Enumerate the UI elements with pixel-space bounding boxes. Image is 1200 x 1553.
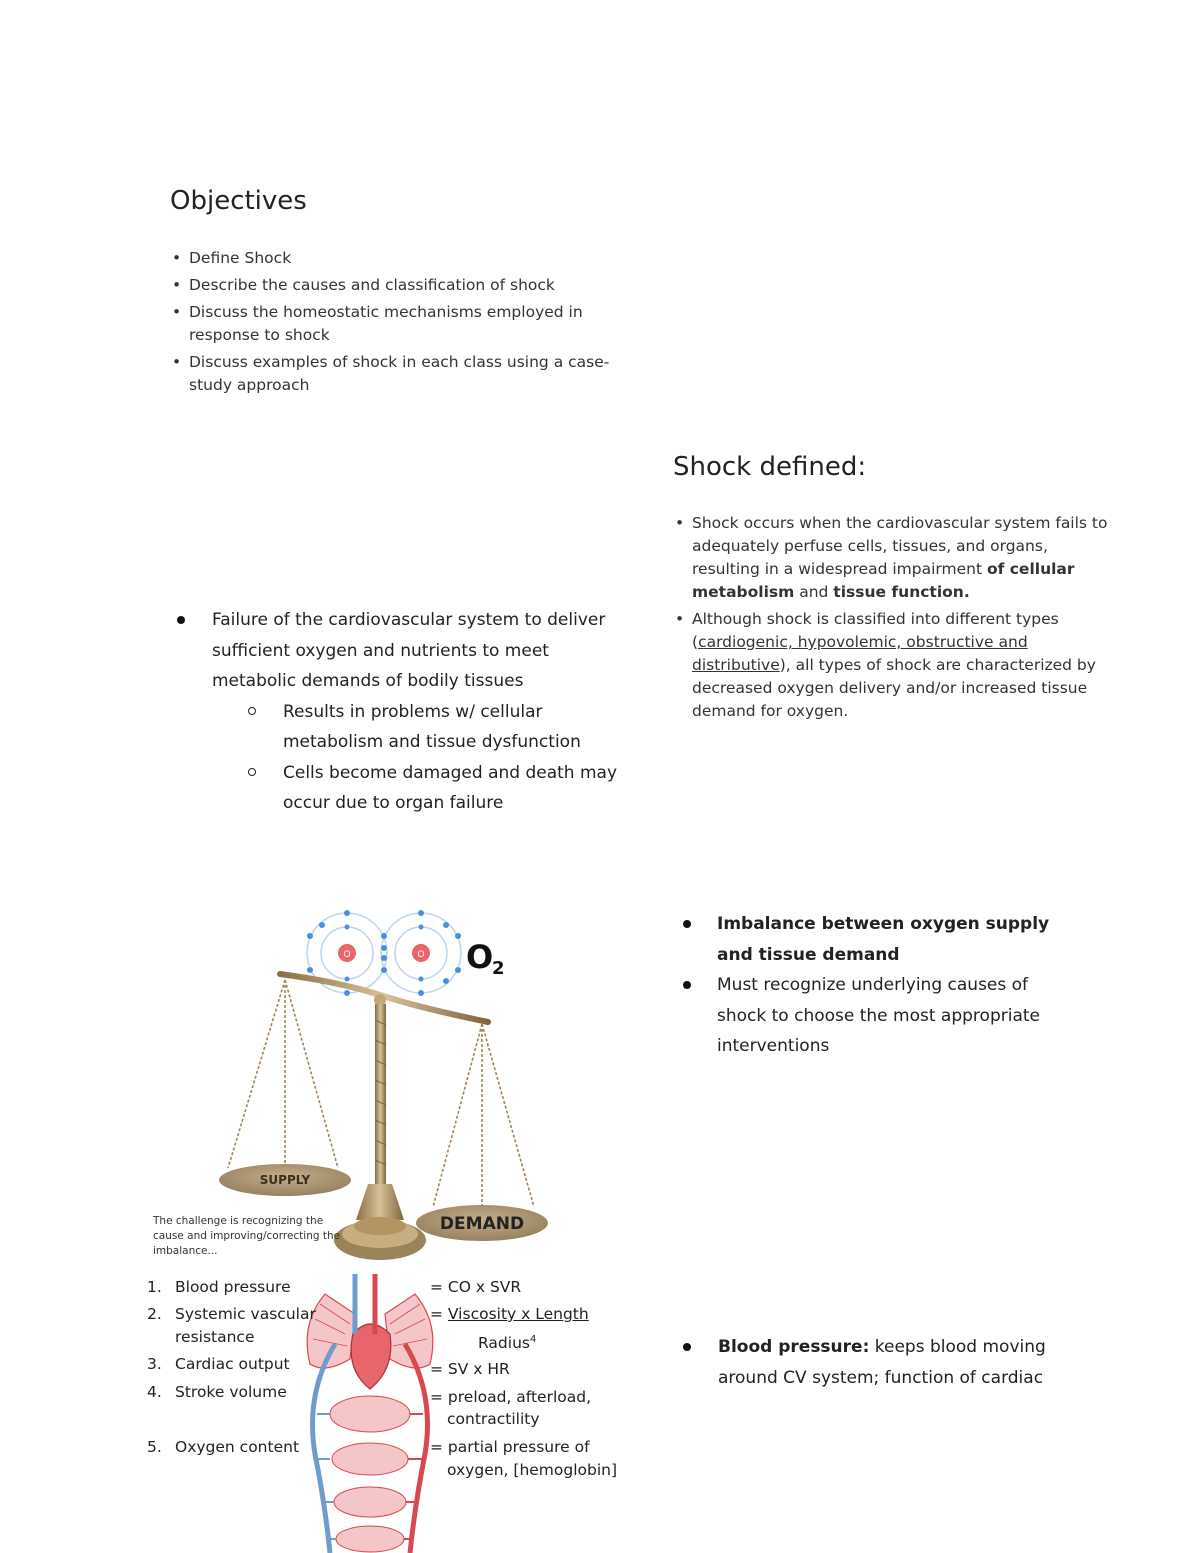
formula-term: Systemic vascular: [175, 1305, 316, 1323]
circulatory-system-illustration: [295, 1274, 445, 1553]
bullet-icon: •: [172, 353, 182, 371]
definition-text: ), all types of shock are characterized by: [779, 656, 1096, 674]
note-line: interventions: [717, 1036, 830, 1056]
objective-text: Describe the causes and classification of shock: [189, 276, 555, 294]
equation-co: = SV x HR: [430, 1360, 510, 1378]
bullet-icon: [683, 920, 691, 928]
definition-bold: metabolism: [692, 583, 795, 601]
equation-denominator: Radius: [478, 1334, 530, 1353]
imbalance-bold-text: [717, 909, 1098, 970]
note-line: sufficient oxygen and nutrients to meet: [212, 640, 549, 661]
formula-term: Oxygen content: [175, 1438, 300, 1456]
list-item: [172, 274, 612, 297]
formula-number: 3.: [147, 1355, 162, 1373]
objectives-list: [172, 247, 612, 397]
formula-number: 4.: [147, 1383, 162, 1401]
failure-sub1-text: [283, 697, 642, 758]
note-line: Failure of the cardiovascular system to deliver: [212, 610, 606, 630]
failure-sub2-text: [283, 758, 642, 819]
caption-line: cause and improving/correcting the: [153, 1230, 341, 1242]
shock-types-underlined: cardiogenic, hypovolemic, obstructive and: [698, 633, 1028, 651]
definition-bold: tissue function.: [833, 583, 970, 601]
formula-number: 1.: [147, 1278, 162, 1296]
note-line: Must recognize underlying causes of: [717, 975, 1029, 995]
formula-number: 2.: [147, 1305, 162, 1323]
atom-label: O: [417, 949, 425, 959]
equation-exponent: 4: [529, 1334, 537, 1345]
equation-bp: = CO x SVR: [430, 1278, 522, 1296]
equation-o2: = partial pressure of: [430, 1438, 590, 1456]
note-line: shock to choose the most appropriate: [717, 1005, 1040, 1026]
definition-text: Shock occurs when the cardiovascular system fails to: [692, 514, 1108, 532]
note-line: and tissue demand: [717, 944, 900, 965]
equation-numerator: Viscosity x Length: [447, 1305, 589, 1323]
definition-text: Although shock is classified into different types: [692, 610, 1059, 628]
note-line: Cells become damaged and death may: [283, 762, 618, 783]
note-line: occur due to organ failure: [283, 793, 504, 813]
list-item: [675, 512, 1115, 604]
objective-text: study approach: [189, 376, 310, 394]
definition-bold: of cellular: [986, 560, 1075, 578]
formula-term: Blood pressure: [175, 1278, 291, 1296]
formula-number: 5.: [147, 1438, 162, 1456]
objectives-title: Objectives: [170, 186, 307, 216]
note-line: keeps blood moving: [869, 1337, 1046, 1357]
definition-text: (: [692, 633, 699, 651]
bullet-icon: •: [172, 249, 182, 267]
atom-label: O: [343, 949, 351, 959]
definition-text: adequately perfuse cells, tissues, and organs,: [692, 537, 1048, 555]
caption-line: imbalance...: [153, 1245, 218, 1257]
failure-main-text: [212, 605, 642, 697]
caption-line: The challenge is recognizing the: [153, 1215, 324, 1227]
bullet-icon: [177, 616, 185, 624]
bullet-icon: •: [172, 276, 182, 294]
note-line: Results in problems w/ cellular: [283, 701, 543, 722]
sub-bullet-icon: [248, 768, 256, 776]
objective-text: Discuss examples of shock in each class using a case-: [189, 353, 610, 371]
supply-label: SUPPLY: [259, 1173, 311, 1187]
equation-equals: =: [430, 1305, 448, 1323]
shock-types-underlined: distributive: [692, 656, 780, 674]
equation-sv: = preload, afterload,: [430, 1388, 592, 1406]
demand-label: DEMAND: [439, 1214, 525, 1234]
o2-subscript: 2: [492, 958, 505, 979]
list-item: [172, 301, 612, 347]
sub-bullet-icon: [248, 707, 256, 715]
blood-pressure-note: [678, 1332, 1098, 1393]
list-item: [172, 247, 612, 270]
formula-term: Cardiac output: [175, 1355, 290, 1373]
note-line: metabolic demands of bodily tissues: [212, 671, 524, 691]
formula-term: Stroke volume: [175, 1383, 287, 1401]
imbalance-text: [717, 970, 1098, 1062]
imbalance-notes: [678, 909, 1098, 1062]
scale-caption: [153, 1214, 353, 1259]
o2-label: O: [466, 938, 494, 976]
bullet-icon: [683, 1343, 691, 1351]
equation-sv: contractility: [447, 1410, 540, 1428]
list-item: [172, 351, 612, 397]
blood-pressure-text: [718, 1332, 1098, 1393]
bullet-icon: •: [675, 514, 685, 532]
definition-text: and: [794, 583, 834, 601]
equation-svr-denominator: [478, 1329, 536, 1354]
equation-svr: [430, 1303, 589, 1325]
objective-text: Define Shock: [189, 249, 292, 267]
list-item: [675, 608, 1115, 723]
note-line: metabolism and tissue dysfunction: [283, 732, 581, 752]
note-line: Imbalance between oxygen supply: [717, 914, 1050, 934]
shock-defined-title: Shock defined:: [673, 452, 867, 482]
bullet-icon: [683, 981, 691, 989]
bullet-icon: •: [675, 610, 685, 628]
shock-defined-list: [675, 512, 1115, 723]
objective-text: response to shock: [189, 326, 330, 344]
formula-term: resistance: [175, 1328, 255, 1346]
note-line: around CV system; function of cardiac: [718, 1367, 1044, 1388]
bullet-icon: •: [172, 303, 182, 321]
objective-text: Discuss the homeostatic mechanisms employed in: [189, 303, 583, 321]
failure-notes: [172, 605, 642, 819]
equation-o2: oxygen, [hemoglobin]: [447, 1461, 618, 1479]
definition-text: demand for oxygen.: [692, 702, 849, 720]
blood-pressure-term: Blood pressure:: [718, 1337, 870, 1357]
definition-text: resulting in a widespread impairment: [692, 560, 987, 578]
definition-text: decreased oxygen delivery and/or increased tissue: [692, 679, 1088, 697]
